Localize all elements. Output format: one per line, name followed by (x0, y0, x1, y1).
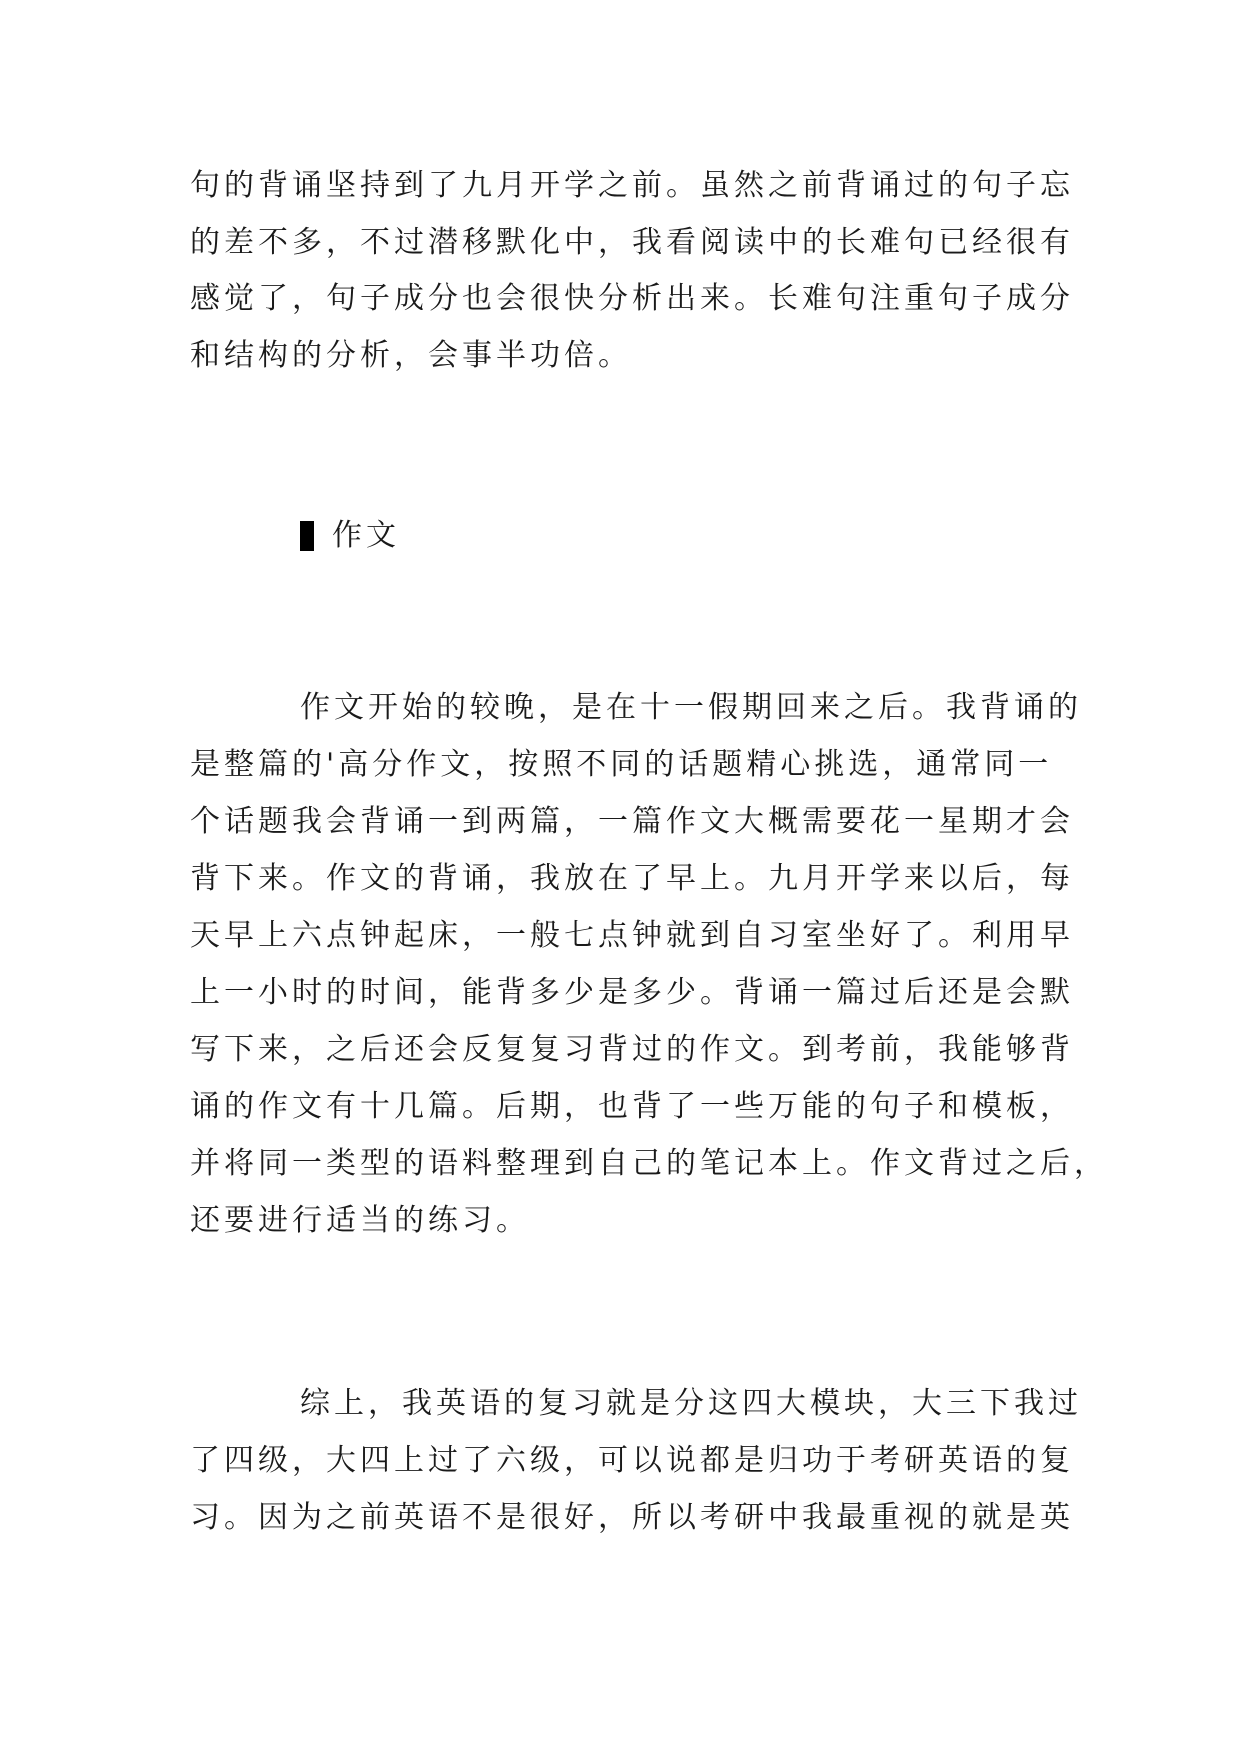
paragraph-line: 诵的作文有十几篇。后期，也背了一些万能的句子和模板， (190, 1089, 1074, 1124)
paragraph-line: 习。因为之前英语不是很好，所以考研中我最重视的就是英 (190, 1500, 1074, 1535)
paragraph-line: 综上，我英语的复习就是分这四大模块，大三下我过 (300, 1386, 1082, 1421)
paragraph-line: 感觉了，句子成分也会很快分析出来。长难句注重句子成分 (190, 281, 1074, 316)
paragraph-line: 了四级，大四上过了六级，可以说都是归功于考研英语的复 (190, 1443, 1074, 1478)
paragraph-line: 句的背诵坚持到了九月开学之前。虽然之前背诵过的句子忘 (190, 168, 1074, 203)
paragraph-line: 作文开始的较晚，是在十一假期回来之后。我背诵的 (300, 690, 1082, 725)
section-heading (300, 516, 400, 556)
paragraph-line: 和结构的分析，会事半功倍。 (190, 338, 632, 373)
paragraph-line: 写下来，之后还会反复复习背过的作文。到考前，我能够背 (190, 1032, 1074, 1067)
paragraph-line: 背下来。作文的背诵，我放在了早上。九月开学来以后，每 (190, 861, 1074, 896)
paragraph-line: 天早上六点钟起床，一般七点钟就到自习室坐好了。利用早 (190, 918, 1074, 953)
paragraph-line: 个话题我会背诵一到两篇，一篇作文大概需要花一星期才会 (190, 804, 1074, 839)
paragraph-line: 并将同一类型的语料整理到自己的笔记本上。作文背过之后， (190, 1146, 1108, 1181)
heading-marker-icon (300, 521, 314, 551)
paragraph-line: 的差不多，不过潜移默化中，我看阅读中的长难句已经很有 (190, 225, 1074, 260)
paragraph-line: 上一小时的时间，能背多少是多少。背诵一篇过后还是会默 (190, 975, 1074, 1010)
paragraph-line: 是整篇的'高分作文，按照不同的话题精心挑选，通常同一 (190, 747, 1053, 782)
section-heading-title: 作文 (332, 518, 400, 553)
paragraph-line: 还要进行适当的练习。 (190, 1203, 530, 1238)
